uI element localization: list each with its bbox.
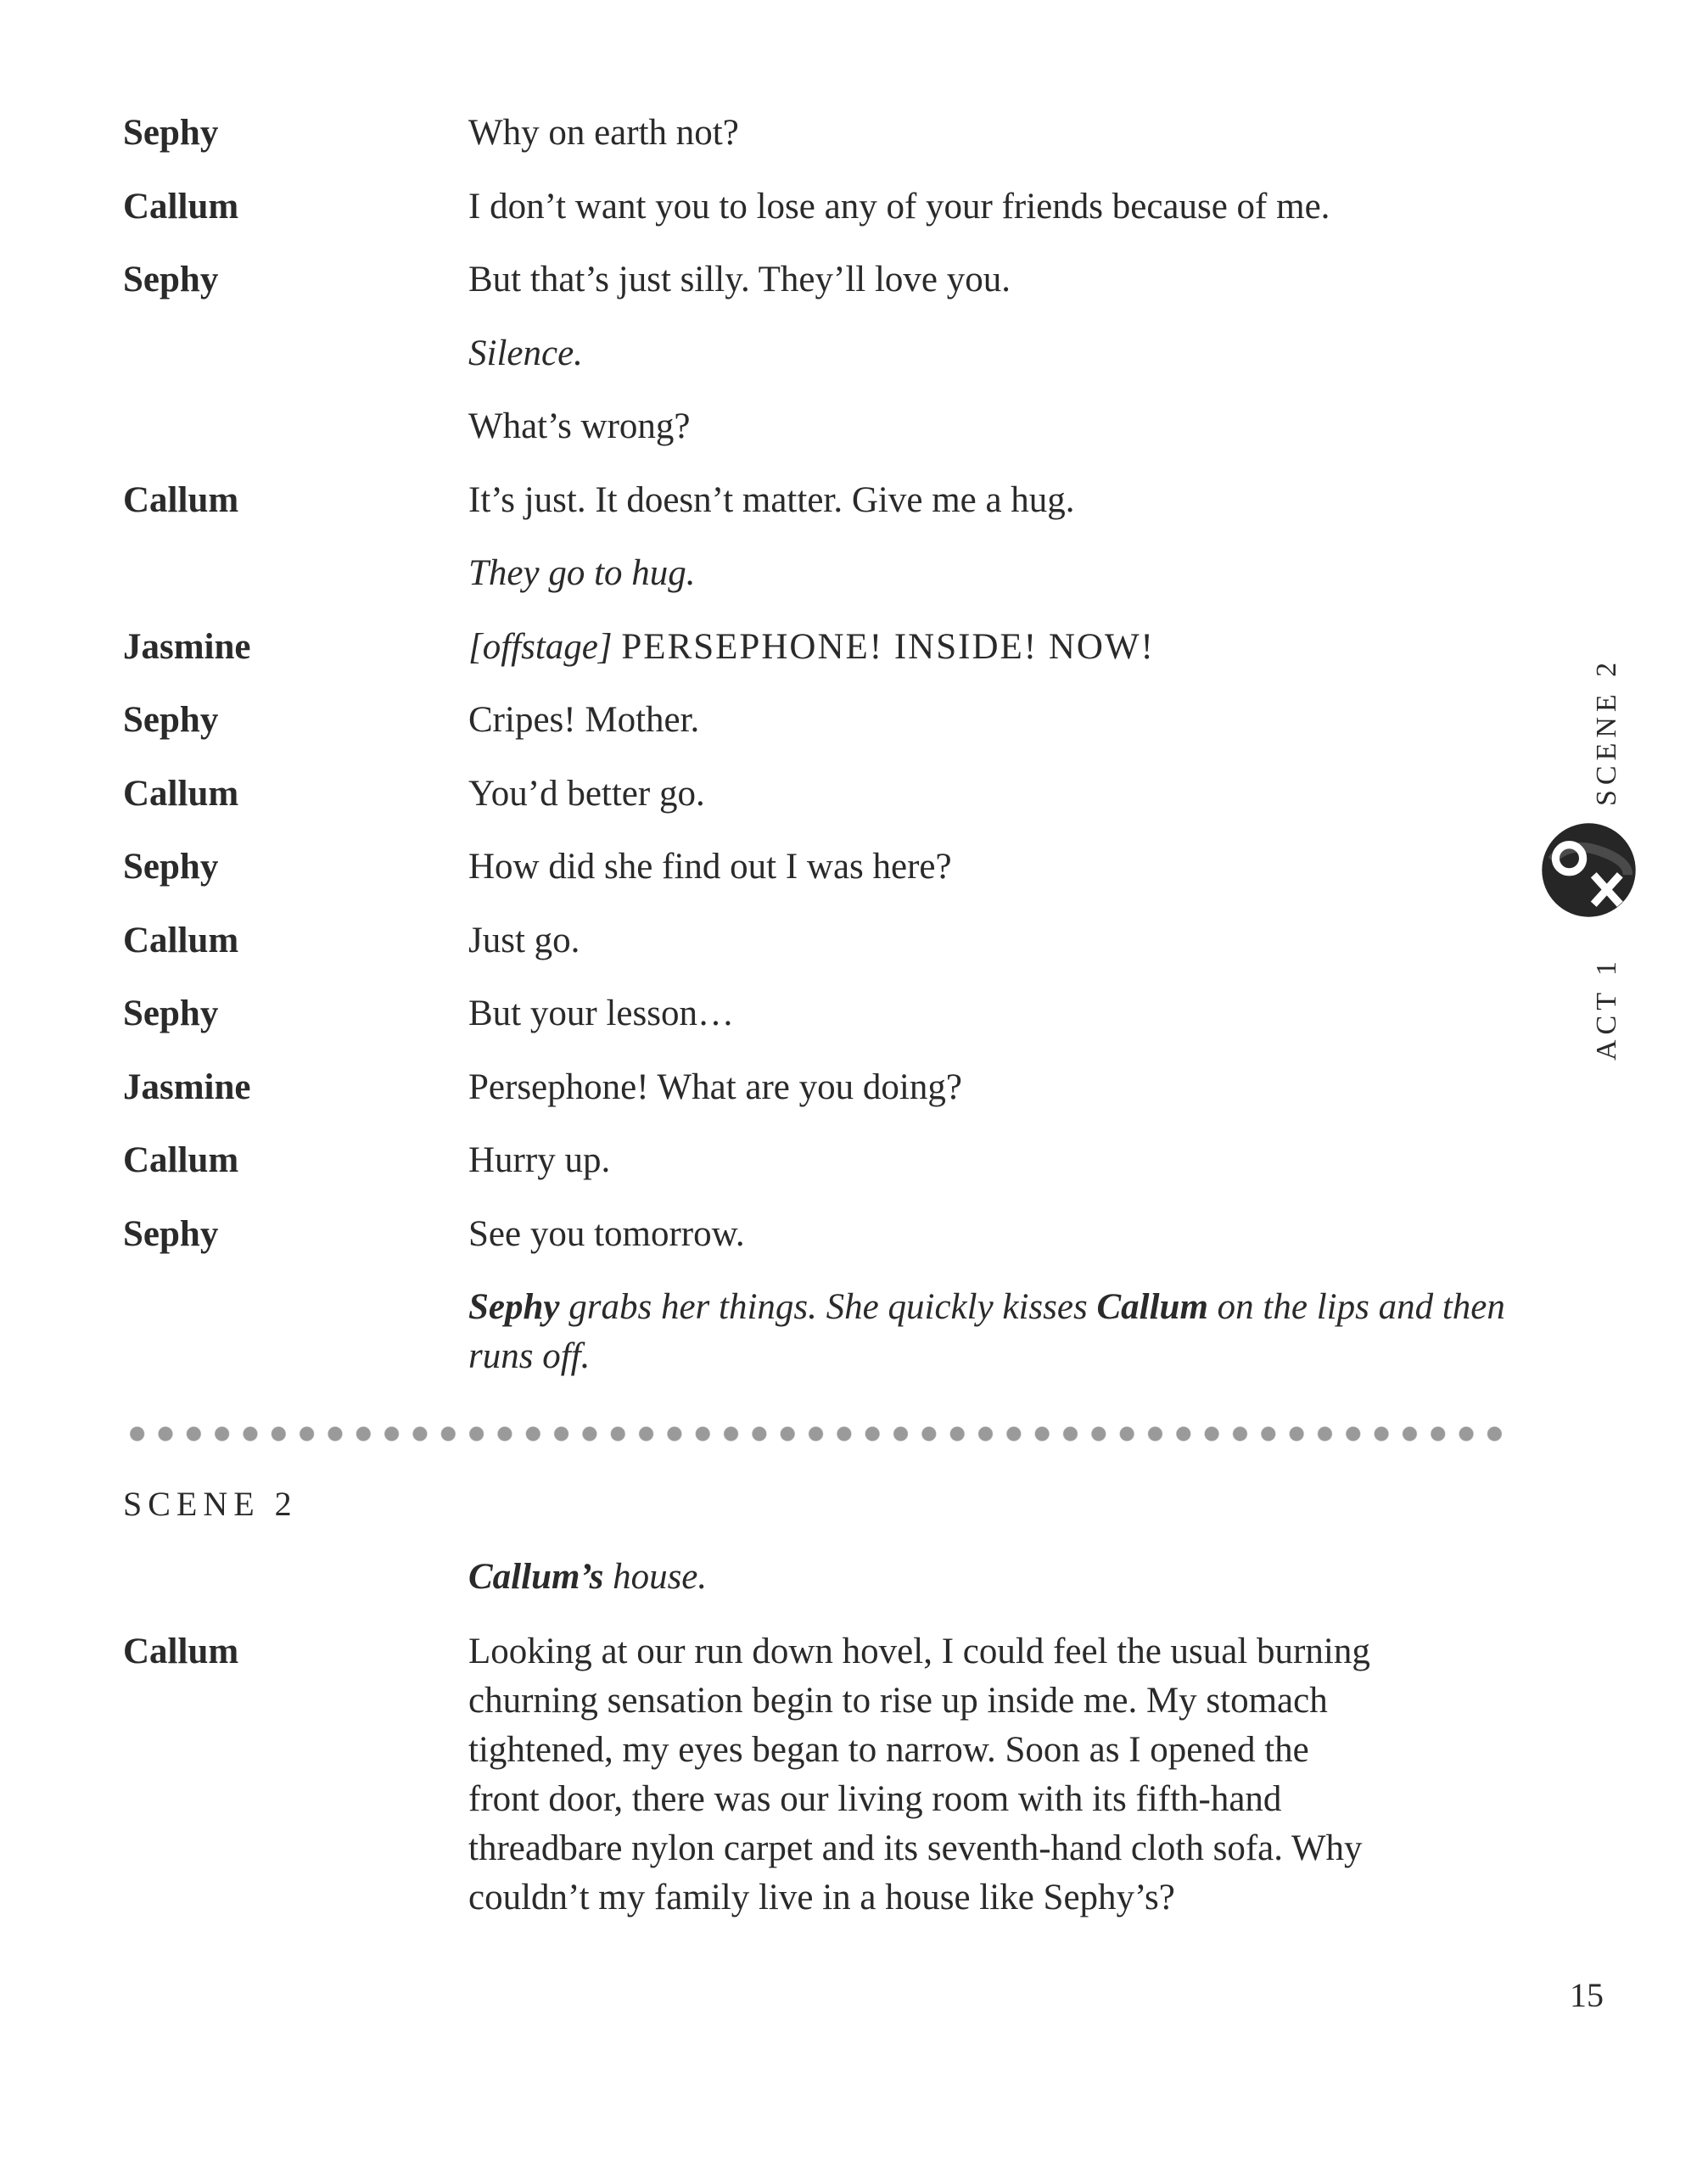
line-text: Silence. (468, 333, 583, 373)
line-text: See you tomorrow. (468, 1213, 745, 1254)
monologue-line: Looking at our run down hovel, I could feel the usual burning (468, 1632, 1370, 1671)
speaker-name: Jasmine (123, 1066, 251, 1107)
speaker-name: Callum (123, 479, 239, 520)
page-number: 15 (1570, 1976, 1604, 2014)
line-text (468, 623, 1520, 672)
line-text-content: PERSEPHONE! INSIDE! NOW! (621, 626, 1155, 667)
line-text: You’d better go. (468, 773, 705, 814)
line-text: I don’t want you to lose any of your friends because of me. (468, 186, 1330, 227)
character-name: Callum (1096, 1287, 1208, 1327)
speaker-name: Sephy (123, 994, 219, 1033)
speaker-name: Callum (123, 773, 239, 814)
line-text: What’s wrong? (468, 406, 691, 446)
speaker-name: Sephy (123, 847, 219, 887)
line-text: But your lesson… (468, 994, 734, 1033)
character-name: Callum’s (468, 1557, 604, 1597)
monologue-line: threadbare nylon carpet and its seventh-hand cloth sofa. Why (468, 1828, 1363, 1868)
line-text: Hurry up. (468, 1140, 611, 1180)
speaker-name: Callum (123, 920, 239, 960)
scene-divider (123, 1425, 1515, 1442)
speaker-name: Sephy (123, 260, 219, 299)
speaker-name: Jasmine (123, 626, 251, 667)
monologue-line: tightened, my eyes began to narrow. Soon as I opened the (468, 1730, 1309, 1770)
line-text: Persephone! What are you doing? (468, 1066, 962, 1107)
speaker-name: Sephy (123, 1213, 219, 1254)
speaker-name: Callum (123, 1140, 239, 1180)
monologue-line: churning sensation begin to rise up inside me. My stomach (468, 1681, 1328, 1721)
speaker-name: Sephy (123, 113, 219, 153)
monologue-text (468, 1627, 1520, 1923)
monologue-line: couldn’t my family live in a house like Sephy’s? (468, 1878, 1175, 1917)
line-text: Why on earth not? (468, 113, 739, 153)
line-text: Just go. (468, 920, 580, 960)
speaker-name: Sephy (123, 700, 219, 740)
speaker-name: Callum (123, 186, 239, 227)
line-text: They go to hug. (468, 553, 696, 593)
inline-stage-direction: [offstage] (468, 626, 613, 667)
noughts-and-crosses-icon (1540, 821, 1638, 919)
scene-tab-label: SCENE 2 (1591, 657, 1622, 806)
speaker-name: Callum (123, 1632, 239, 1671)
line-text: Cripes! Mother. (468, 700, 700, 740)
line-text: But that’s just silly. They’ll love you. (468, 260, 1011, 299)
monologue-line: front door, there was our living room with its fifth-hand (468, 1779, 1282, 1819)
line-text: How did she find out I was here? (468, 847, 952, 887)
scene-heading: SCENE 2 (123, 1485, 298, 1523)
act-tab-label: ACT 1 (1591, 956, 1622, 1061)
character-name: Sephy (468, 1287, 560, 1327)
line-text: It’s just. It doesn’t matter. Give me a hug. (468, 479, 1075, 520)
